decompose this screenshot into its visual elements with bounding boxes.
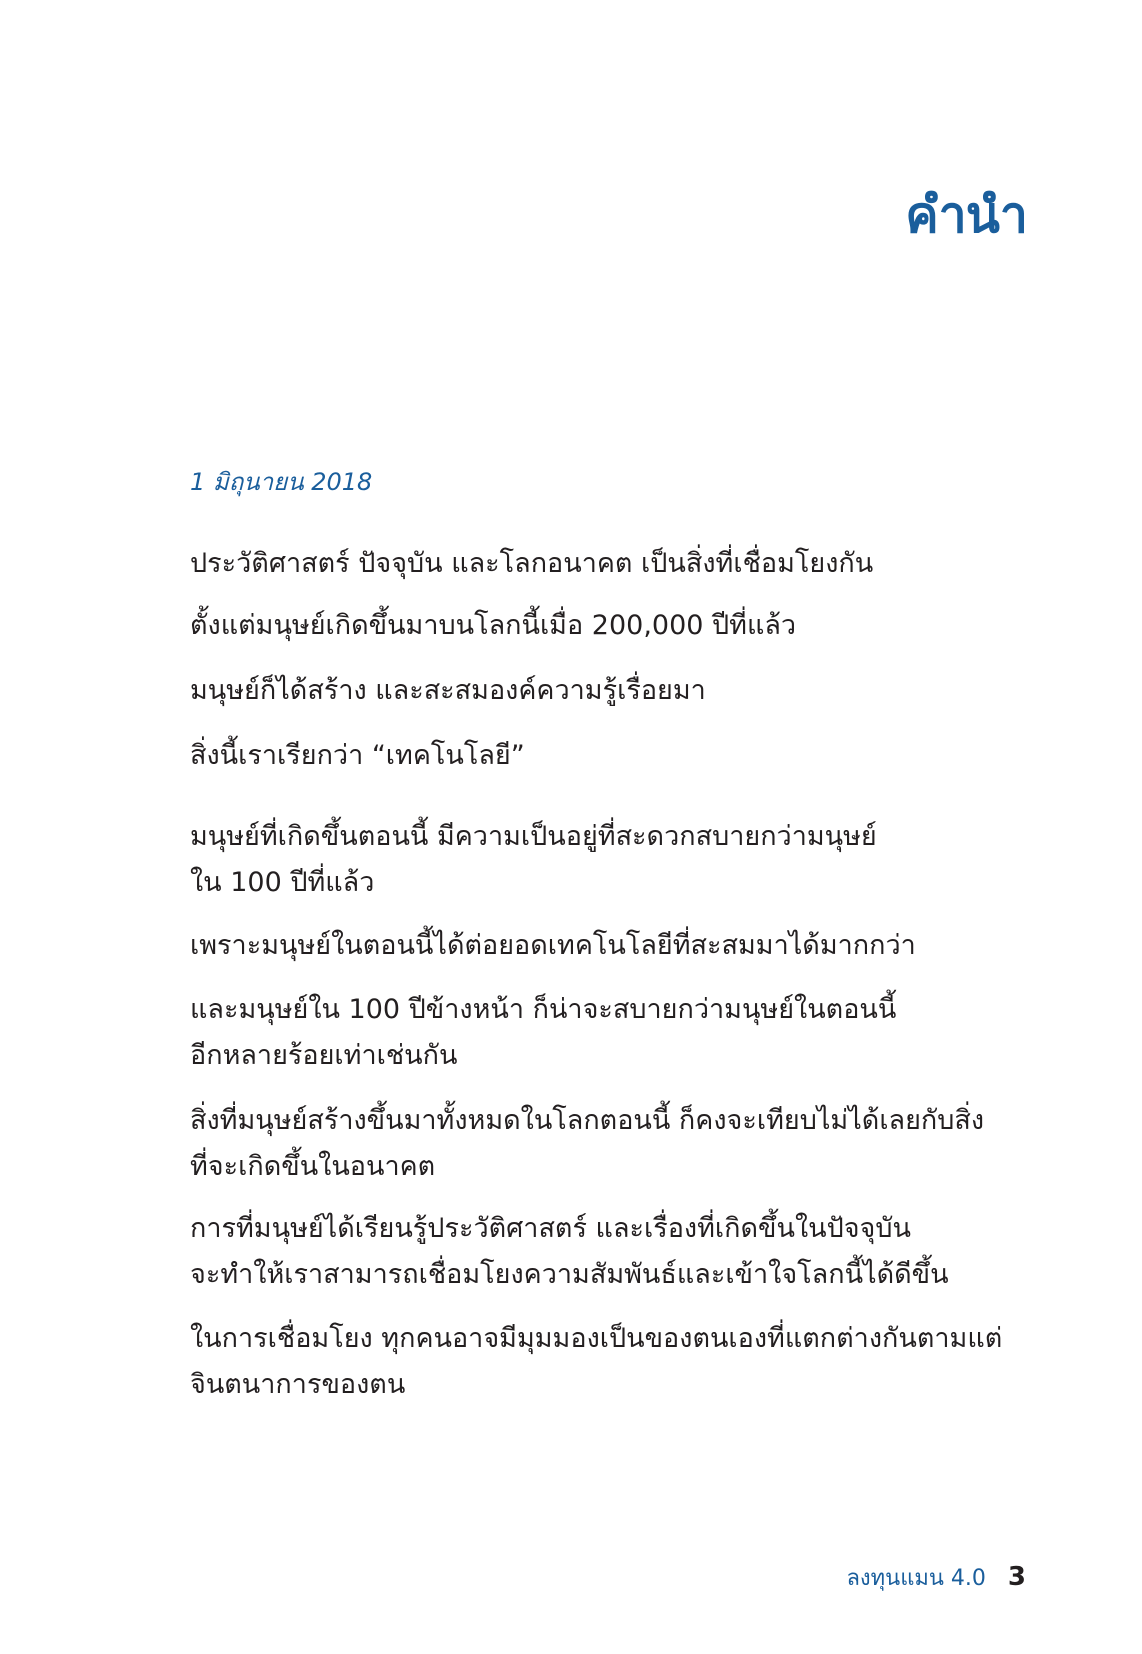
paragraph-8: สิ่งที่มนุษย์สร้างขึ้นมาทั้งหมดในโลกตอนนี้ ก็คงจะเทียบไม่ได้เลยกับสิ่ง ที่จะเกิดขึ้นในอนาคต [190,1105,985,1182]
book-title: ลงทุนแมน 4.0 [846,1566,986,1591]
paragraph-3: มนุษย์ก็ได้สร้าง และสะสมองค์ความรู้เรื่อยมา [190,675,706,706]
paragraph-7: และมนุษย์ใน 100 ปีข้างหน้า ก็น่าจะสบายกว่ามนุษย์ในตอนนี้ อีกหลายร้อยเท่าเช่นกัน [190,994,897,1071]
paragraph-9: การที่มนุษย์ได้เรียนรู้ประวัติศาสตร์ และเรื่องที่เกิดขึ้นในปัจจุบัน จะทำให้เราสามารถเชื่อมโยงความสัมพันธ์และเข้าใจโลกนี้ได้ดีขึ้น [190,1213,949,1290]
date: 1 มิถุนายน 2018 [190,468,373,496]
page-title: คำนำ [905,186,1027,244]
paragraph-10: ในการเชื่อมโยง ทุกคนอาจมีมุมมองเป็นของตนเองที่แตกต่างกันตามแต่ จินตนาการของตน [190,1323,1003,1400]
paragraph-1: ประวัติศาสตร์ ปัจจุบัน และโลกอนาคต เป็นสิ่งที่เชื่อมโยงกัน [190,548,874,579]
page-footer [846,1560,1026,1595]
paragraph-2: ตั้งแต่มนุษย์เกิดขึ้นมาบนโลกนี้เมื่อ 200,000 ปีที่แล้ว [190,610,797,641]
page-number: 3 [1007,1562,1026,1592]
paragraph-4: สิ่งนี้เราเรียกว่า “เทคโนโลยี” [190,740,525,771]
paragraph-5: มนุษย์ที่เกิดขึ้นตอนนี้ มีความเป็นอยู่ที่สะดวกสบายกว่ามนุษย์ ใน 100 ปีที่แล้ว [190,821,877,898]
paragraph-6: เพราะมนุษย์ในตอนนี้ได้ต่อยอดเทคโนโลยีที่สะสมมาได้มากกว่า [190,930,916,961]
